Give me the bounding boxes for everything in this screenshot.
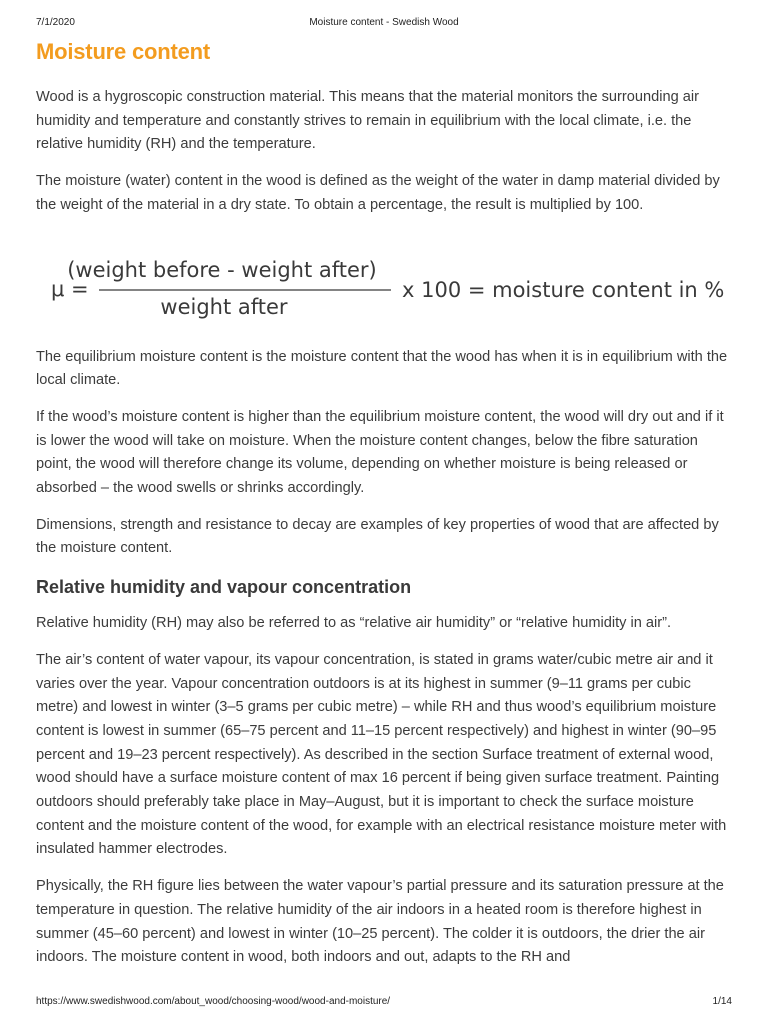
formula-numerator: (weight before - weight after) bbox=[67, 257, 377, 282]
print-header bbox=[36, 17, 732, 31]
article bbox=[36, 38, 736, 983]
paragraph-main-1: The equilibrium moisture content is the moisture content that the wood has when it is in equilibrium with the local climate. bbox=[36, 348, 728, 389]
paragraph-intro-2: The moisture (water) content in the wood is defined as the weight of the water in damp material divided by the weight of the material in a dry state. To obtain a percentage, the result is multiplied by 100. bbox=[36, 173, 720, 213]
article-title: Moisture content bbox=[36, 39, 211, 64]
page-number: 1/14 bbox=[712, 996, 732, 1007]
paragraph-section-3: Physically, the RH figure lies between the water vapour’s partial pressure and its saturation pressure at the temperature in question. The relative humidity of the air indoors in a heated room is therefore highest in summer (45–60 percent) and lowest in winter (10–25 percent). The colder it is outdoors, the drier the air indoors. The moisture content in wood, both indoors and out, adapts to the RH and bbox=[36, 878, 724, 966]
formula-result: x 100 = moisture content in % bbox=[402, 277, 725, 302]
formula-symbol: μ = bbox=[51, 276, 89, 301]
page-url[interactable]: https://www.swedishwood.com/about_wood/choosing-wood/wood-and-moisture/ bbox=[36, 996, 391, 1007]
moisture-formula bbox=[36, 231, 736, 339]
formula-graphic bbox=[36, 231, 736, 339]
formula-denominator: weight after bbox=[160, 294, 288, 319]
paragraph-intro-1: Wood is a hygroscopic construction material. This means that the material monitors the surrounding air humidity and temperature and constantly strives to remain in equilibrium with the local climate, i.e. the relative humidity (RH) and the temperature. bbox=[36, 89, 699, 153]
print-footer bbox=[36, 996, 732, 1010]
print-page-title: Moisture content - Swedish Wood bbox=[309, 17, 459, 28]
paragraph-section-1: Relative humidity (RH) may also be referred to as “relative air humidity” or “relative humidity in air”. bbox=[36, 615, 672, 632]
section-heading: Relative humidity and vapour concentration bbox=[36, 577, 412, 598]
paragraph-main-2: If the wood’s moisture content is higher than the equilibrium moisture content, the wood will dry out and if it is lower the wood will take on moisture. When the moisture content changes, below the fibre saturation point, the wood will therefore change its volume, depending on whether moisture is being released or absorbed – the wood swells or shrinks accordingly. bbox=[36, 408, 724, 497]
paragraph-main-3: Dimensions, strength and resistance to decay are examples of key properties of wood that are affected by the moisture content. bbox=[36, 516, 719, 557]
paragraph-section-2: The air’s content of water vapour, its vapour concentration, is stated in grams water/cubic metre air and it varies over the year. Vapour concentration outdoors is at its highest in summer (9–11 grams per cubic metre) and lowest in winter (3–5 grams per cubic metre) – while RH and thus wood’s equilibrium moisture content is lowest in summer (65–75 percent and 11–15 percent respectively) and highest in winter (90–95 percent and 19–23 percent respectively). As described in the section Surface treatment of external wood, wood should have a surface moisture content of max 16 percent if being given surface treatment. Painting outdoors should preferably take place in May–August, but it is important to check the surface moisture content and the moisture content of the wood, for example with an electrical resistance moisture meter with insulated hammer electrodes. bbox=[36, 651, 727, 858]
print-date: 7/1/2020 bbox=[36, 17, 75, 28]
